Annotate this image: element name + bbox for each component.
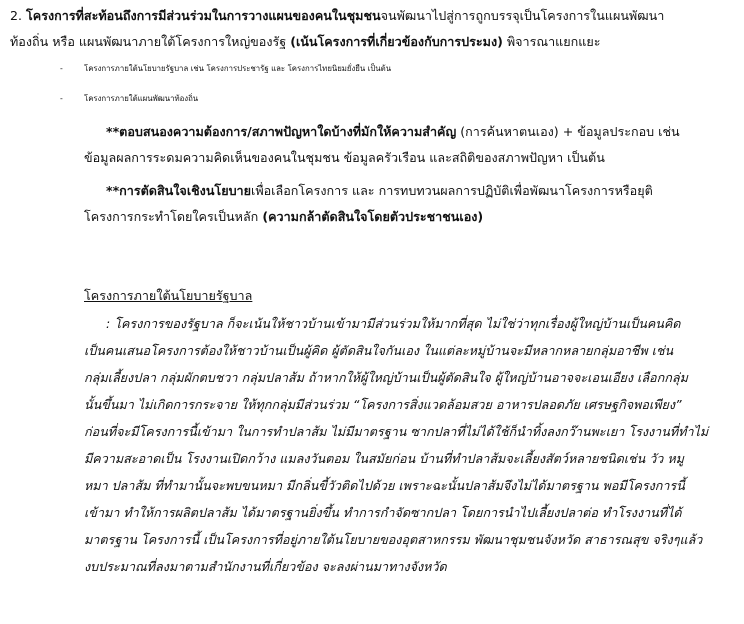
note-needs-line-2: ข้อมูลผลการระดมความคิดเห็นของคนในชุมชน ข้อมูลครัวเรือน และสถิติของสภาพปัญหา เป็นต้น — [84, 150, 605, 165]
paragraph-line: หมา ปลาส้ม ที่ทำมานั้นจะพบขนหมา มีกลิ่นขี้วัวติดไปด้วย เพราะฉะนั้นปลาส้มจึงไม่ได้มาตรฐาน พอมีโครงการนี้ — [84, 478, 685, 493]
section-number: 2. — [10, 8, 23, 23]
paragraph-line: นั้นขึ้นมา ไม่เกิดการกระจาย ให้ทุกกลุ่มมีส่วนร่วม “โครงการสิ่งแวดล้อมสวย อาหารปลอดภัย เศรษฐกิจพอเพียง” — [84, 397, 682, 412]
bullet-item — [0, 56, 744, 82]
section-line2-post: พิจารณาแยกแยะ — [502, 34, 601, 49]
note-policy-line2-pre: โครงการกระทำโดยใครเป็นหลัก — [84, 209, 263, 224]
note-needs-bold: **ตอบสนองความต้องการ/สภาพปัญหาใดบ้างที่มักให้ความสำคัญ — [106, 124, 457, 139]
bullet-marker: - — [60, 64, 63, 73]
note-policy-line2-bold: (ความกล้าตัดสินใจโดยตัวประชาชนเอง) — [262, 209, 484, 224]
paragraph-line: มีความสะอาดเป็น โรงงานเปิดกว้าง แมลงวันตอม ในสมัยก่อน บ้านที่ทำปลาส้มจะเลี้ยงสัตว์หลายชนิดเช่น วัว หมู — [84, 451, 684, 466]
section-heading-bold: โครงการที่สะท้อนถึงการมีส่วนร่วมในการวางแผนของคนในชุมชน — [26, 8, 381, 23]
section-heading-line-2 — [10, 29, 601, 55]
note-policy-rest: เพื่อเลือกโครงการ และ การทบทวนผลการปฏิบัติเพื่อพัฒนาโครงการหรือยุติ — [251, 183, 653, 198]
bullet-marker: - — [60, 94, 63, 103]
subsection-title: โครงการภายใต้นโยบายรัฐบาล — [84, 288, 253, 303]
section-line2-pre: ท้องถิ่น หรือ แผนพัฒนาภายใต้โครงการใหญ่ของรัฐ — [10, 34, 291, 49]
paragraph-line: กลุ่มเลี้ยงปลา กลุ่มผักตบชวา กลุ่มปลาส้ม ถ้าหากให้ผู้ใหญ่บ้านเป็นผู้ตัดสินใจ ผู้ใหญ่บ้านอาจจะเอนเอียง เลือกกลุ่ม — [84, 370, 688, 385]
paragraph-line: : โครงการของรัฐบาล ก็จะเน้นให้ชาวบ้านเข้ามามีส่วนร่วมให้มากที่สุด ไม่ใช่ว่าทุกเรื่องผู้ใหญ่บ้านเป็นคนคิด — [106, 316, 681, 331]
bullet-text: โครงการภายใต้นโยบายรัฐบาล เช่น โครงการประชารัฐ และ โครงการไทยนิยมยั่งยืน เป็นต้น — [84, 64, 392, 73]
section-heading-rest: จนพัฒนาไปสู่การถูกบรรจุเป็นโครงการในแผนพัฒนา — [380, 8, 665, 23]
paragraph-line: มาตรฐาน โครงการนี้ เป็นโครงการที่อยู่ภายใต้นโยบายของอุตสาหกรรม พัฒนาชุมชนจังหวัด สาธารณสุข จริงๆแล้ว — [84, 532, 703, 547]
note-policy-bold: **การตัดสินใจเชิงนโยบาย — [106, 183, 252, 198]
bullet-text: โครงการภายใต้แผนพัฒนาท้องถิ่น — [84, 94, 199, 103]
paragraph-line: ก่อนที่จะมีโครงการนี้เข้ามา ในการทำปลาส้ม ไม่มีมาตรฐาน ซากปลาที่ไม่ได้ใช้ก็นำทิ้งลงกว๊านพะเยา โรงงานที่ทำไม่ — [84, 424, 709, 439]
paragraph-line: เป็นคนเสนอโครงการต้องให้ชาวบ้านเป็นผู้คิด ผู้ตัดสินใจกันเอง ในแต่ละหมู่บ้านจะมีหลากหลายกลุ่มอาชีพ เช่น — [84, 343, 674, 358]
note-policy-line-2 — [84, 204, 483, 230]
section-heading — [10, 3, 664, 29]
paragraph-line: งบประมาณที่ลงมาตามสำนักงานที่เกี่ยวข้อง จะลงผ่านมาทางจังหวัด — [84, 559, 447, 574]
paragraph-line: เข้ามา ทำให้การผลิตปลาส้ม ได้มาตรฐานยิ่งขึ้น ทำการกำจัดซากปลา โดยการนำไปเลี้ยงปลาต่อ ทำโรงงานที่ได้ — [84, 505, 682, 520]
section-line2-bold: (เน้นโครงการที่เกี่ยวข้องกับการประมง) — [290, 34, 503, 49]
note-policy — [106, 178, 653, 204]
note-needs-rest: (การค้นหาตนเอง) + ข้อมูลประกอบ เช่น — [456, 124, 680, 139]
bullet-item — [0, 86, 744, 112]
note-needs — [106, 119, 680, 145]
